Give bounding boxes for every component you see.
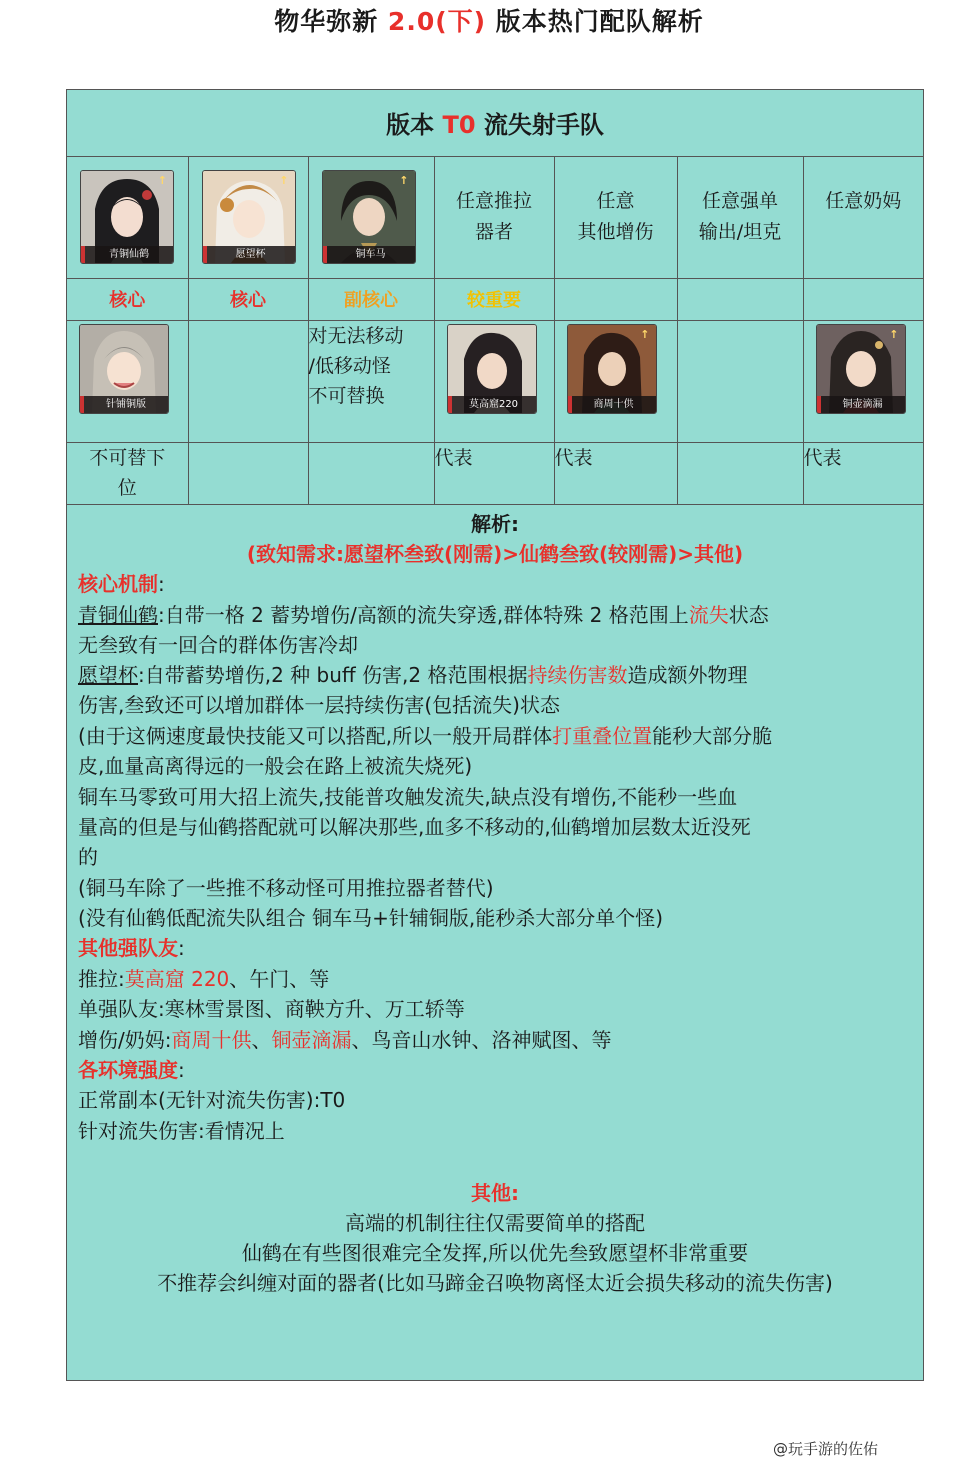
representative-label: 代表 <box>554 442 677 504</box>
header-suffix: 流失射手队 <box>475 111 604 140</box>
analysis-heading: 解析: <box>471 512 519 536</box>
mechanism-title <box>78 568 165 597</box>
combo-line <box>78 720 772 749</box>
sub-cell-2 <box>434 320 554 442</box>
others-title <box>78 932 185 961</box>
empty-cell <box>803 278 923 320</box>
role-dps-tank <box>677 156 803 278</box>
character-name: 青铜仙鹤 <box>78 603 158 627</box>
carriage-line-2: 量高的但是与仙鹤搭配就可以解决那些,血多不移动的,仙鹤增加层数太近没死 <box>78 815 751 839</box>
text: 能秒大部分脆 <box>652 724 773 748</box>
page-title <box>0 2 978 38</box>
empty-cell <box>677 320 803 442</box>
healer-line <box>78 1024 611 1053</box>
title-prefix: 物华弥新 <box>274 7 388 36</box>
colon: : <box>158 572 165 596</box>
note-line: 不可替下 <box>89 446 166 469</box>
avatar-mogao-220[interactable] <box>447 324 537 414</box>
highlight: 莫高窟 220 <box>124 967 230 991</box>
note-line: /低移动怪 <box>308 354 391 377</box>
colon: : <box>178 1058 185 1082</box>
empty-cell <box>677 278 803 320</box>
combo-line-2: 皮,血量高离得远的一般会在路上被流失烧死) <box>78 754 473 778</box>
header-prefix: 版本 <box>386 111 443 140</box>
cup-line <box>78 659 747 688</box>
sub-cell-4 <box>803 320 923 442</box>
sub-cell-1 <box>67 320 188 442</box>
header-tier: T0 <box>442 111 476 140</box>
role-line: 任意强单 <box>701 189 778 212</box>
role-line: 任意 <box>596 189 635 212</box>
text: 造成额外物理 <box>627 663 748 687</box>
role-line: 任意奶妈 <box>825 189 902 212</box>
empty-cell <box>188 442 308 504</box>
role-line: 任意推拉 <box>455 189 532 212</box>
text: :自带一格 2 蓄势增伤/高额的流失穿透,群体特殊 2 格范围上 <box>158 603 689 627</box>
team-grid <box>67 90 923 505</box>
pusher-line <box>78 963 329 992</box>
highlight: 持续伤害数 <box>527 663 628 687</box>
note-line: (没有仙鹤低配流失队组合 铜车马+针辅铜版,能秒杀大部分单个怪) <box>78 906 664 930</box>
text: 、 <box>251 1028 272 1052</box>
note-line: 位 <box>117 476 137 499</box>
carriage-line: 铜车马零致可用大招上流失,技能普攻触发流失,缺点没有增伤,不能秒一些血 <box>78 785 738 809</box>
highlight: 打重叠位置 <box>552 724 653 748</box>
env-line: 针对流失伤害:看情况上 <box>78 1119 285 1143</box>
avatar-name-label: 商周十供 <box>568 396 656 413</box>
highlight: 铜壶滴漏 <box>271 1028 352 1052</box>
role-line: 器者 <box>474 220 513 243</box>
other-line: 仙鹤在有些图很难完全发挥,所以优先叁致愿望杯非常重要 <box>241 1241 749 1265</box>
text: 增伤/奶妈: <box>78 1028 172 1052</box>
avatar-name-label: 铜车马 <box>323 246 415 263</box>
team-panel <box>66 89 924 1381</box>
other-line: 不推荐会纠缠对面的器者(比如马蹄金召唤物离怪太近会损失移动的流失伤害) <box>157 1271 833 1295</box>
other-heading: 其他: <box>471 1181 519 1205</box>
avatar-copper-clepsydra[interactable] <box>816 324 906 414</box>
role-damage-buffer <box>554 156 677 278</box>
tag-core-2: 核心 <box>188 278 308 320</box>
upgrade-arrow-icon: ↑ <box>640 327 650 341</box>
note-line: (铜马车除了一些推不移动怪可用推拉器者替代) <box>78 876 494 900</box>
empty-cell <box>677 442 803 504</box>
avatar-name-label: 青铜仙鹤 <box>81 246 173 263</box>
upgrade-arrow-icon: ↑ <box>157 173 167 187</box>
carriage-line-3: 的 <box>78 845 98 869</box>
avatar-name-label: 铜壶滴漏 <box>817 396 905 413</box>
other-line: 高端的机制往往仅需要简单的搭配 <box>345 1211 645 1235</box>
env-title <box>78 1054 185 1083</box>
text: :自带蓄势增伤,2 种 buff 伤害,2 格范围根据 <box>138 663 528 687</box>
section-title: 其他强队友 <box>78 936 178 960</box>
avatar-needle-plate[interactable] <box>79 324 169 414</box>
upgrade-arrow-icon: ↑ <box>399 173 409 187</box>
avatar-bronze-carriage[interactable] <box>322 170 416 264</box>
role-line: 输出/坦克 <box>698 220 782 243</box>
avatar-bronze-crane[interactable] <box>80 170 174 264</box>
slot-cell-1 <box>67 156 188 278</box>
crane-line <box>78 599 769 628</box>
empty-cell <box>188 320 308 442</box>
avatar-name-label: 愿望杯 <box>203 246 295 263</box>
avatar-shang-zhou[interactable] <box>567 324 657 414</box>
requirement-line: (致知需求:愿望杯叁致(刚需)>仙鹤叁致(较刚需)>其他) <box>246 542 744 566</box>
avatar-wish-cup[interactable] <box>202 170 296 264</box>
tag-core-1: 核心 <box>67 278 188 320</box>
author-credit: @玩手游的佐佑 <box>772 1440 878 1458</box>
crane-line-2: 无叁致有一回合的群体伤害冷却 <box>78 633 358 657</box>
slot-cell-3 <box>308 156 434 278</box>
colon: : <box>178 936 185 960</box>
upgrade-arrow-icon: ↑ <box>279 173 289 187</box>
upgrade-arrow-icon: ↑ <box>889 327 899 341</box>
title-version: 2.0(下) <box>387 7 487 36</box>
tag-sub-core: 副核心 <box>308 278 434 320</box>
empty-cell <box>554 278 677 320</box>
representative-label: 代表 <box>434 442 554 504</box>
not-replaceable-note <box>67 442 188 504</box>
cup-line-2: 伤害,叁致还可以增加群体一层持续伤害(包括流失)状态 <box>78 693 560 717</box>
replace-note <box>308 320 434 442</box>
section-title: 各环境强度 <box>78 1058 178 1082</box>
slot-cell-2 <box>188 156 308 278</box>
character-name: 愿望杯 <box>78 663 138 687</box>
team-header <box>67 90 923 156</box>
title-suffix: 版本热门配队解析 <box>486 7 704 36</box>
note-line: 对无法移动 <box>308 324 404 347</box>
avatar-name-label: 针铺铜版 <box>80 396 168 413</box>
section-title: 核心机制 <box>78 572 158 596</box>
empty-cell <box>308 442 434 504</box>
text: 、午门、等 <box>229 967 330 991</box>
single-line: 单强队友:寒林雪景图、商鞅方升、万工轿等 <box>78 997 465 1021</box>
env-line: 正常副本(无针对流失伤害):T0 <box>78 1088 346 1112</box>
sub-cell-3 <box>554 320 677 442</box>
text: 、鸟音山水钟、洛神赋图、等 <box>351 1028 612 1052</box>
avatar-name-label: 莫高窟220 <box>448 396 536 413</box>
role-line: 其他增伤 <box>577 220 654 243</box>
text: 推拉: <box>78 967 125 991</box>
text: 状态 <box>728 603 769 627</box>
text: (由于这俩速度最快技能又可以搭配,所以一般开局群体 <box>78 724 553 748</box>
highlight: 流失 <box>688 603 729 627</box>
tag-important: 较重要 <box>434 278 554 320</box>
highlight: 商周十供 <box>171 1028 252 1052</box>
role-healer <box>803 156 923 278</box>
role-pusher <box>434 156 554 278</box>
representative-label: 代表 <box>803 442 923 504</box>
note-line: 不可替换 <box>308 384 385 407</box>
